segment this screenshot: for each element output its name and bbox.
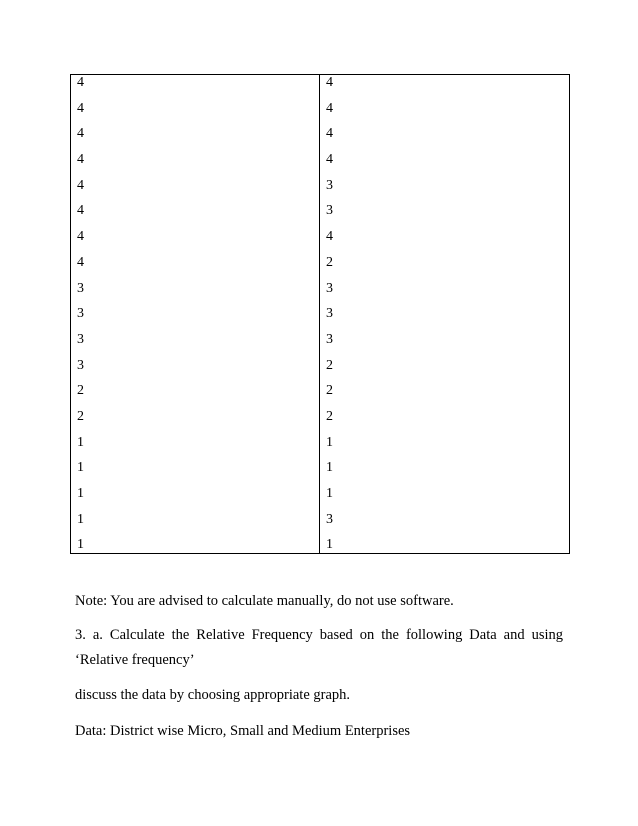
table-cell: 4: [326, 126, 333, 142]
note-text: Note: You are advised to calculate manually, do not use software.: [75, 593, 454, 609]
question-line-2: ‘Relative frequency’: [75, 652, 195, 668]
table-cell: 3: [326, 177, 333, 193]
table-cell: 3: [77, 280, 84, 296]
table-cell: 1: [77, 460, 84, 476]
table-cell: 1: [326, 486, 333, 501]
table-cell: 4: [77, 177, 84, 193]
table-cell: 2: [326, 383, 333, 399]
table-cell: 1: [77, 486, 84, 501]
table-cell: 3: [326, 511, 333, 527]
table-cell: 4: [326, 229, 333, 245]
table-cell: 4: [77, 254, 84, 270]
table-cell: 3: [326, 203, 333, 219]
table-cell: 3: [326, 280, 333, 296]
table-cell: 1: [77, 434, 84, 450]
table-cell: 2: [326, 408, 333, 424]
data-title: Data: District wise Micro, Small and Medium Enterprises: [75, 723, 411, 739]
table-cell: 3: [77, 357, 84, 373]
table-cell: 1: [77, 537, 84, 553]
table-cell: 4: [77, 100, 84, 116]
table-cell: 1: [77, 511, 84, 527]
table-cell: 4: [77, 126, 84, 142]
data-table: [70, 74, 570, 554]
table-column-right: [320, 75, 569, 553]
table-cell: 3: [326, 306, 333, 322]
table-cell: 3: [77, 306, 84, 322]
question-line-3: discuss the data by choosing appropriate graph.: [75, 687, 351, 703]
table-column-left: [71, 75, 320, 553]
table-cell: 2: [77, 383, 84, 399]
table-cell: 1: [326, 434, 333, 450]
table-cell: 4: [77, 75, 84, 90]
table-cell: 3: [326, 331, 333, 347]
table-cell: 4: [77, 229, 84, 245]
table-cell: 2: [326, 254, 333, 270]
table-cell: 4: [326, 75, 333, 90]
table-cell: 4: [326, 152, 333, 168]
question-line-1: 3. a. Calculate the Relative Frequency based on the following Data and using: [75, 627, 563, 643]
table-cell: 2: [77, 408, 84, 424]
table-cell: 4: [77, 152, 84, 168]
table-cell: 3: [77, 331, 84, 347]
table-cell: 4: [326, 100, 333, 116]
table-cell: 1: [326, 460, 333, 476]
table-cell: 2: [326, 357, 333, 373]
table-cell: 4: [77, 203, 84, 219]
table-cell: 1: [326, 537, 333, 553]
